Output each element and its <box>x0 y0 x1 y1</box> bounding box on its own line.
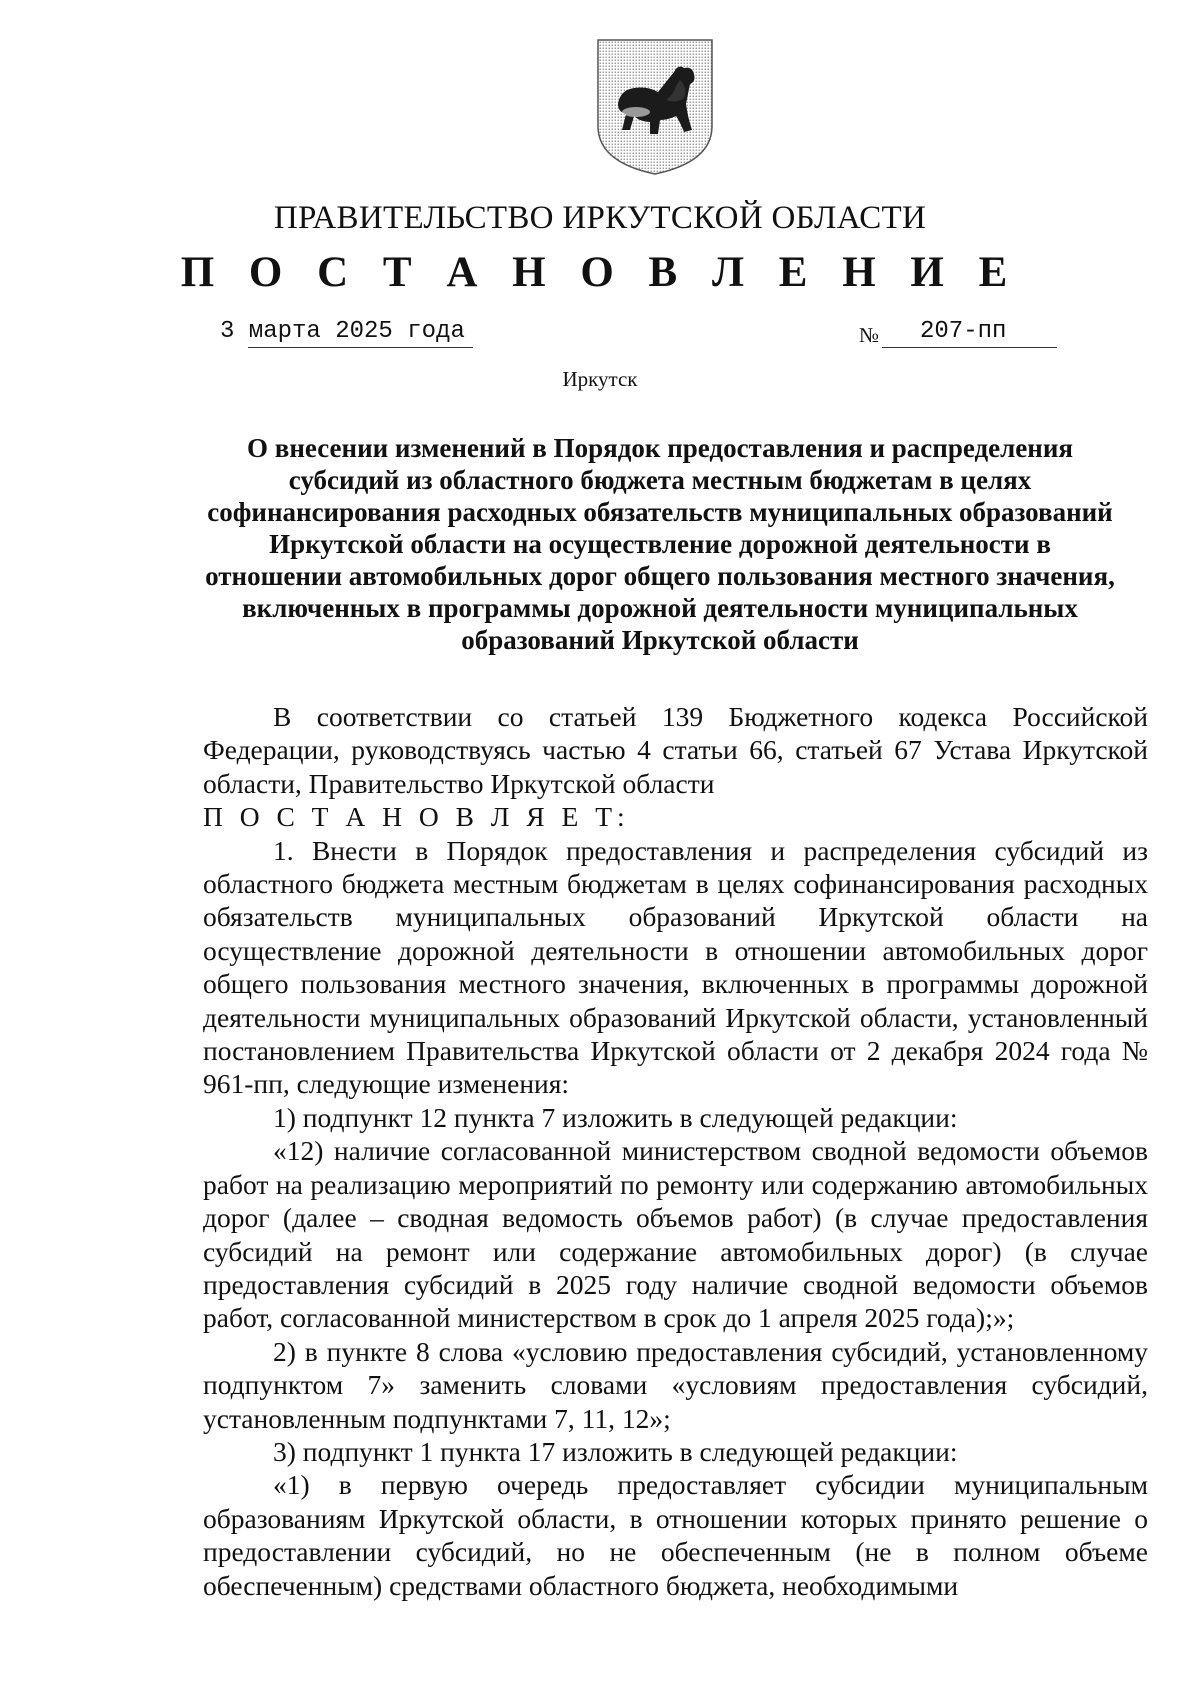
decree-date: 3 марта 2025 года <box>220 318 465 345</box>
resolves-heading: П О С Т А Н О В Л Я Е Т: <box>203 801 630 833</box>
quote-3-paragraph: «1) в первую очередь предоставляет субсидии муниципальным образованиям Иркутской области, в отношении которых принято решение о предоставлении субсидий, но не обеспеченным (не в полном объеме обеспеченным) средствами областного бюджета, необходимыми <box>203 1469 1148 1601</box>
coat-of-arms-emblem <box>596 38 714 176</box>
decree-body <box>203 700 1148 1602</box>
government-title: ПРАВИТЕЛЬСТВО ИРКУТСКОЙ ОБЛАСТИ <box>273 200 927 236</box>
number-sign: № <box>859 323 880 347</box>
decree-subject: О внесении изменений в Порядок предоставления и распределения субсидий из областного бюджета местным бюджетам в целях софинансирования расходных обязательств муниципальных образований Иркутской области на осуществление дорожной деятельности в отношении автомобильных дорог общего пользования местного значения, включенных в программы дорожной деятельности муниципальных образований Иркутской области <box>205 433 1115 655</box>
subitem-3-paragraph: 3) подпункт 1 пункта 17 изложить в следующей редакции: <box>273 1435 958 1467</box>
decree-title: П О С Т А Н О В Л Е Н И Е <box>180 249 1020 296</box>
item-1-paragraph: 1. Внести в Порядок предоставления и распределения субсидий из областного бюджета местным бюджетам в целях софинансирования расходных обязательств муниципальных образований Иркутской области на осуществление дорожной деятельности в отношении автомобильных дорог общего пользования местного значения, включенных в программы дорожной деятельности муниципальных образований Иркутской области, установленный постановлением Правительства Иркутской области от 2 декабря 2024 года № 961-пп, следующие изменения: <box>203 834 1148 1100</box>
preamble-paragraph: В соответствии со статьей 139 Бюджетного кодекса Российской Федерации, руководствуясь частью 4 статьи 66, статьей 67 Устава Иркутской области, Правительство Иркутской области <box>203 701 1148 799</box>
date-underline <box>248 347 473 348</box>
decree-number: 207-пп <box>920 318 1007 345</box>
subitem-1-paragraph: 1) подпункт 12 пункта 7 изложить в следующей редакции: <box>273 1101 958 1133</box>
subitem-2-paragraph: 2) в пункте 8 слова «условию предоставления субсидий, установленному подпунктом 7» заменить словами «условиям предоставления субсидий, установленным подпунктами 7, 11, 12»; <box>203 1335 1148 1434</box>
number-underline <box>882 347 1057 348</box>
city-name: Иркутск <box>562 367 638 391</box>
quote-1-paragraph: «12) наличие согласованной министерством сводной ведомости объемов работ на реализацию мероприятий по ремонту или содержанию автомобильных дорог (далее – сводная ведомость объемов работ) (в случае предоставления субсидий на ремонт или содержание автомобильных дорог) (в случае предоставления субсидий в 2025 году наличие сводной ведомости объемов работ, согласованной министерством в срок до 1 апреля 2025 года);»; <box>203 1135 1148 1334</box>
